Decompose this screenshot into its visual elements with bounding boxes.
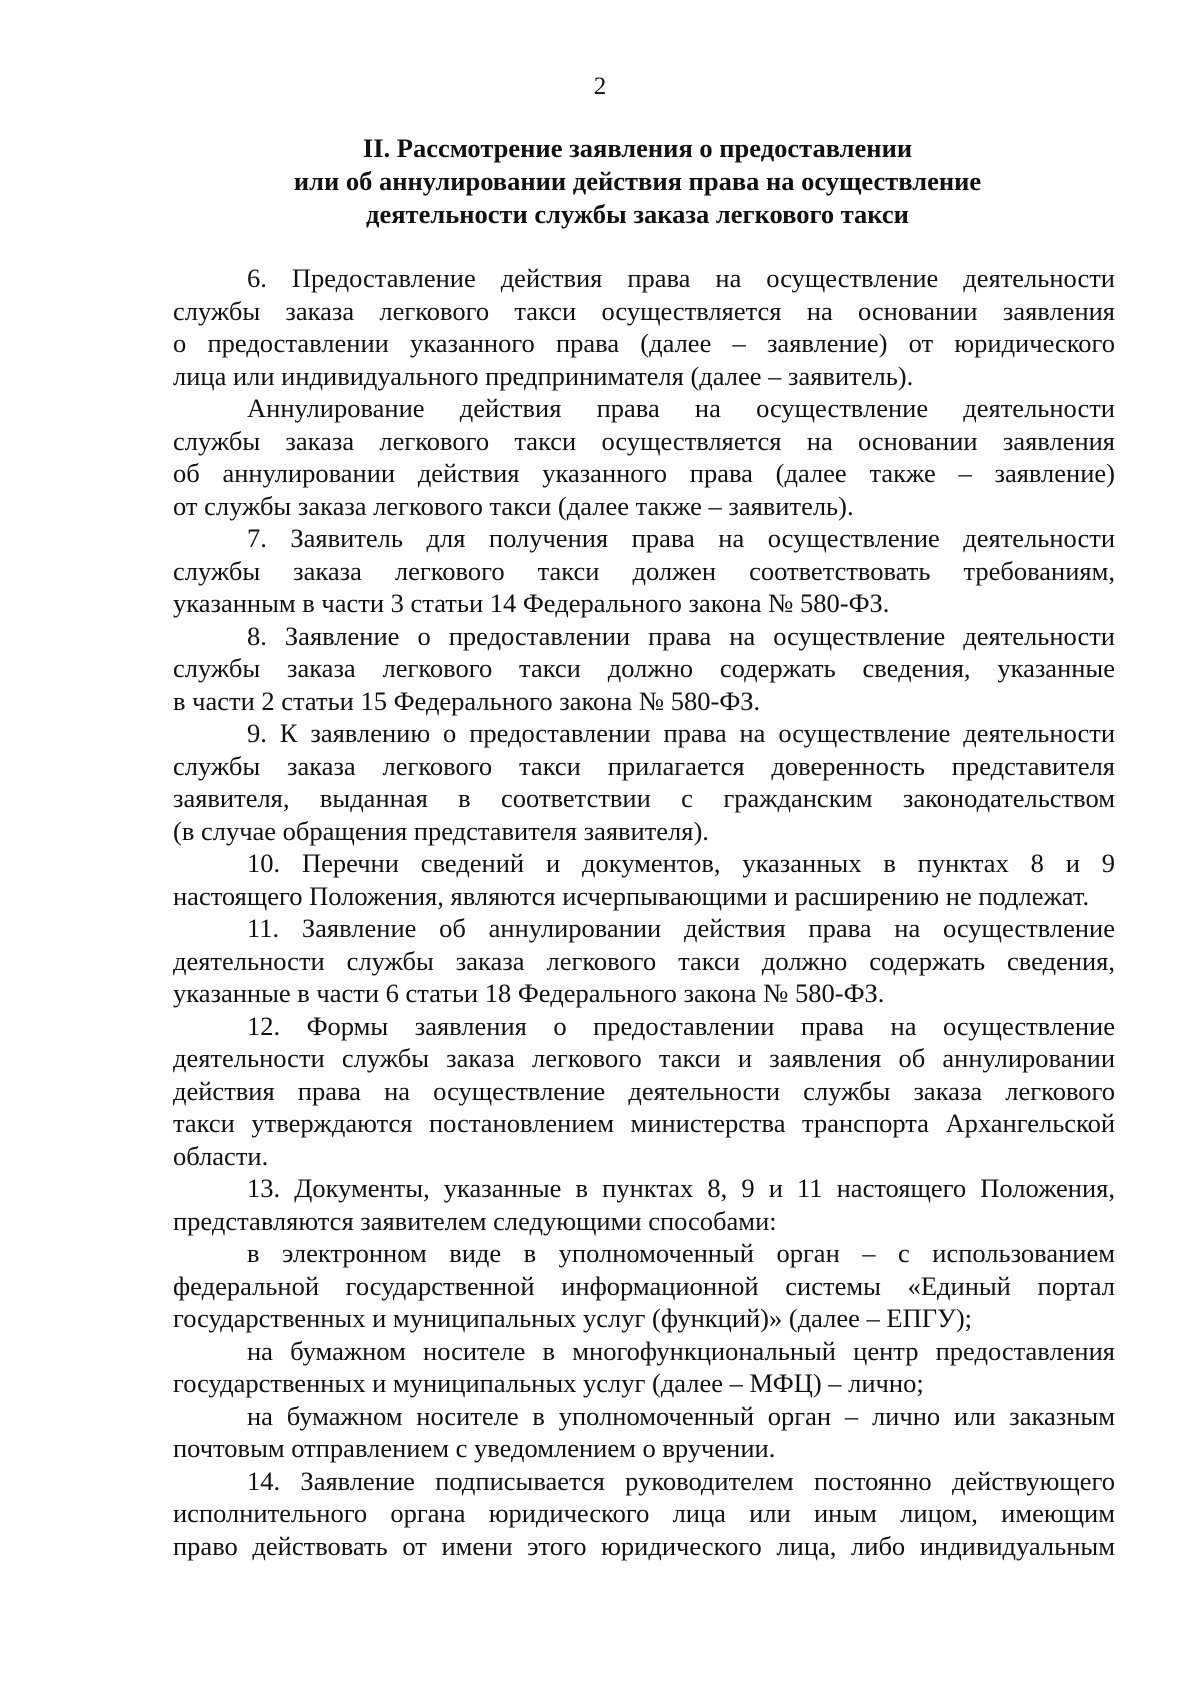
text-line: от службы заказа легкового такси (далее также – заявитель).	[173, 490, 854, 521]
section-title	[160, 132, 1115, 231]
text-line: государственных и муниципальных услуг (функций)» (далее – ЕПГУ);	[173, 1303, 973, 1333]
text-line: такси утверждаются постановлением министерства транспорта Архангельской	[173, 1108, 1115, 1138]
text-line: на бумажном носителе в многофункциональный центр предоставления	[247, 1335, 1115, 1366]
text-line: настоящего Положения, являются исчерпывающими и расширению не подлежат.	[173, 880, 1090, 911]
paragraph-13-paper	[173, 1400, 1115, 1465]
text-line: службы заказа легкового такси прилагается доверенность представителя	[173, 750, 1115, 781]
text-line: на бумажном носителе в уполномоченный орган – лично или заказным	[247, 1400, 1115, 1431]
paragraph-10	[173, 847, 1115, 912]
text-line: 14. Заявление подписывается руководителем постоянно действующего	[247, 1465, 1115, 1496]
text-line: области.	[173, 1140, 269, 1171]
paragraph-14	[173, 1465, 1115, 1563]
section-title-line: деятельности службы заказа легкового такси	[366, 199, 909, 229]
text-line: службы заказа легкового такси осуществляется на основании заявления	[173, 295, 1115, 326]
text-line: 12. Формы заявления о предоставлении права на осуществление	[247, 1010, 1115, 1041]
text-line: федеральной государственной информационной системы «Единый портал	[173, 1270, 1115, 1301]
text-line: почтовым отправлением с уведомлением о вручении.	[173, 1433, 776, 1463]
text-line: государственных и муниципальных услуг (далее – МФЦ) – лично;	[173, 1368, 924, 1398]
paragraph-13-mfc	[173, 1335, 1115, 1400]
text-line: действия права на осуществление деятельности службы заказа легкового	[173, 1075, 1115, 1106]
text-line: деятельности службы заказа легкового такси должно содержать сведения,	[173, 945, 1115, 976]
text-line: 6. Предоставление действия права на осуществление деятельности	[247, 263, 1115, 293]
text-line: представляются заявителем следующими способами:	[173, 1205, 777, 1236]
text-line: 13. Документы, указанные в пунктах 8, 9 и 11 настоящего Положения,	[247, 1173, 1115, 1203]
text-line: исполнительного органа юридического лица или иным лицом, имеющим	[173, 1498, 1115, 1528]
text-line: об аннулировании действия указанного права (далее также – заявление)	[173, 458, 1115, 488]
paragraph-11	[173, 912, 1115, 1010]
text-line: 7. Заявитель для получения права на осуществление деятельности	[247, 523, 1115, 553]
section-title-line: II. Рассмотрение заявления о предоставлении	[362, 133, 913, 163]
paragraph-12	[173, 1010, 1115, 1173]
document-body	[173, 262, 1115, 1562]
paragraph-8	[173, 620, 1115, 718]
text-line: в части 2 статьи 15 Федерального закона № 580-ФЗ.	[173, 685, 761, 716]
paragraph-6	[173, 262, 1115, 392]
page-number: 2	[593, 73, 607, 100]
text-line: 11. Заявление об аннулировании действия права на осуществление	[247, 913, 1115, 943]
text-line: службы заказа легкового такси осуществляется на основании заявления	[173, 425, 1115, 456]
text-line: указанным в части 3 статьи 14 Федерального закона № 580-ФЗ.	[173, 588, 890, 618]
text-line: 8. Заявление о предоставлении права на осуществление деятельности	[247, 620, 1115, 651]
text-line: службы заказа легкового такси должно содержать сведения, указанные	[173, 653, 1115, 683]
text-line: о предоставлении указанного права (далее – заявление) от юридического	[173, 328, 1115, 358]
paragraph-13	[173, 1172, 1115, 1237]
text-line: указанные в части 6 статьи 18 Федерального закона № 580-ФЗ.	[173, 978, 885, 1008]
text-line: Аннулирование действия права на осуществление деятельности	[247, 393, 1115, 423]
text-line: деятельности службы заказа легкового такси и заявления об аннулировании	[173, 1043, 1115, 1073]
text-line: в электронном виде в уполномоченный орган – с использованием	[247, 1238, 1115, 1268]
paragraph-9	[173, 717, 1115, 847]
text-line: (в случае обращения представителя заявителя).	[173, 815, 709, 846]
text-line: лица или индивидуального предпринимателя (далее – заявитель).	[173, 360, 914, 391]
text-line: службы заказа легкового такси должен соответствовать требованиям,	[173, 555, 1115, 586]
section-title-line: или об аннулировании действия права на осуществление	[293, 166, 982, 196]
text-line: 10. Перечни сведений и документов, указанных в пунктах 8 и 9	[247, 848, 1115, 878]
paragraph-7	[173, 522, 1115, 620]
text-line: право действовать от имени этого юридического лица, либо индивидуальным	[173, 1530, 1115, 1561]
paragraph-6-annulment	[173, 392, 1115, 522]
text-line: заявителя, выданная в соответствии с гражданским законодательством	[173, 783, 1115, 813]
paragraph-13-electronic	[173, 1237, 1115, 1335]
text-line: 9. К заявлению о предоставлении права на осуществление деятельности	[247, 718, 1115, 748]
